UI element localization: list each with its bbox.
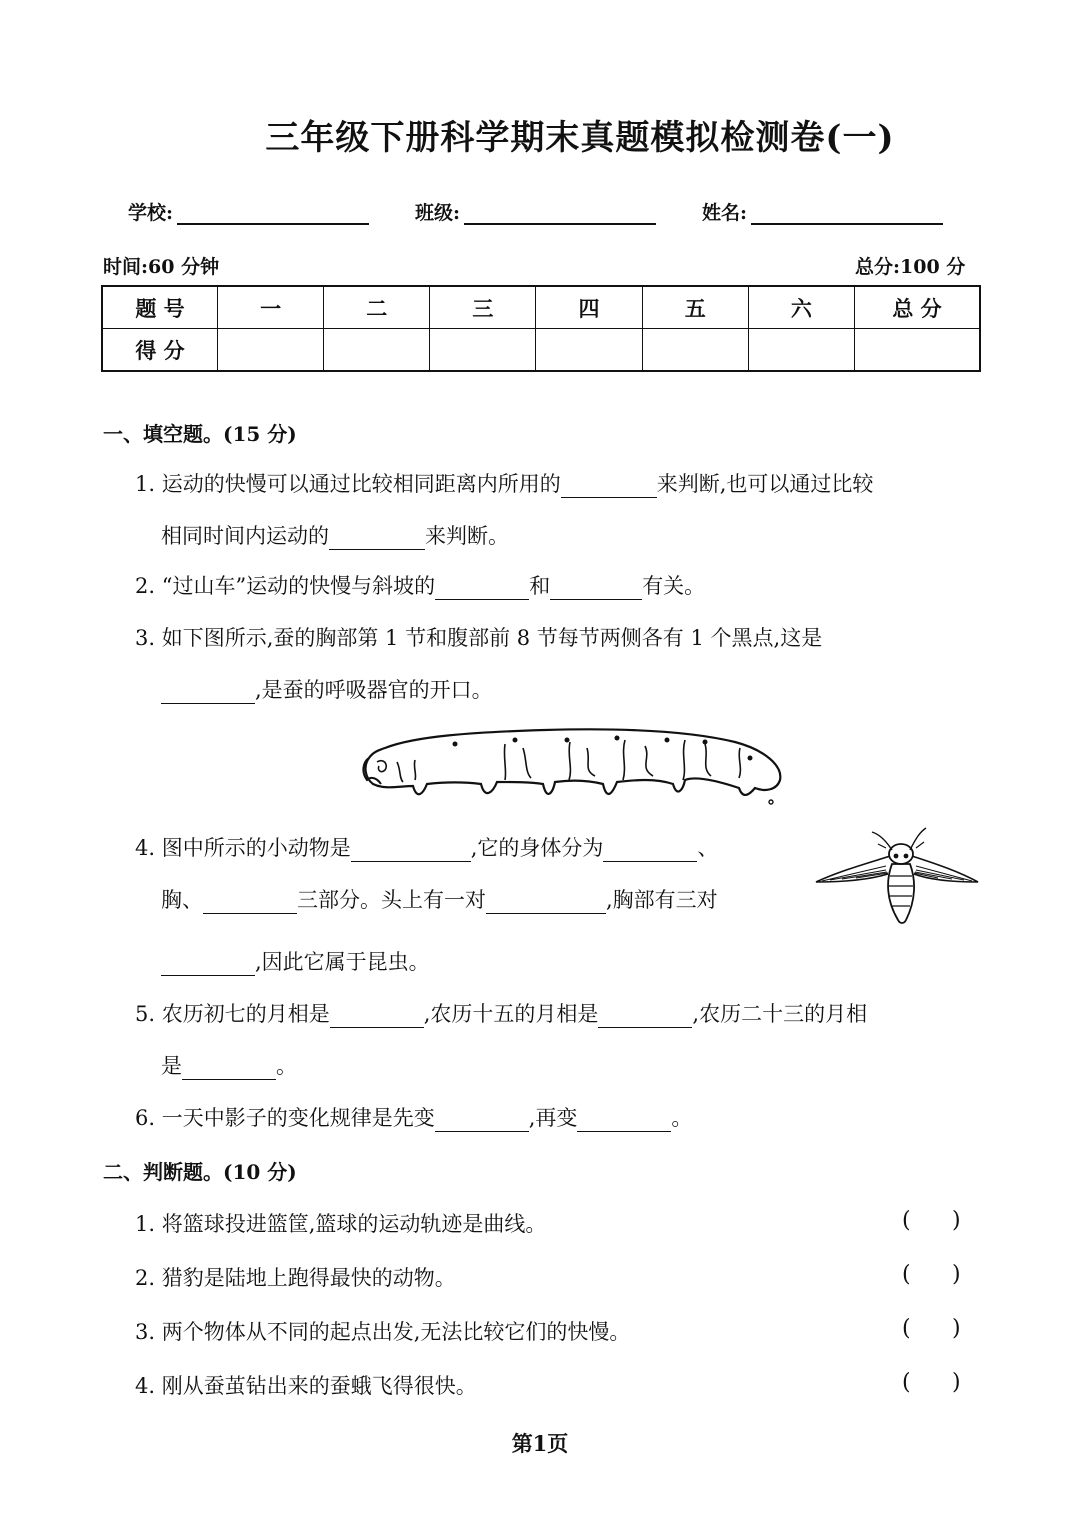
question-1-line2: [161, 520, 509, 550]
question-3-line1: 3. 如下图所示,蚕的胸部第 1 节和腹部前 8 节每节两侧各有 1 个黑点,这是: [135, 626, 823, 650]
header-cell: 五: [642, 286, 748, 329]
score-cell[interactable]: [536, 329, 642, 372]
school-blank[interactable]: [177, 203, 369, 225]
page-title: 三年级下册科学期末真题模拟检测卷(一): [265, 118, 895, 158]
q6-text: 6. 一天中影子的变化规律是先变: [135, 1106, 435, 1130]
answer-blank[interactable]: [435, 577, 529, 600]
q2-text: 和: [529, 574, 551, 598]
question-4-line1: [135, 832, 718, 862]
header-cell: 四: [536, 286, 642, 329]
header-cell: 二: [324, 286, 430, 329]
q4-text: 三部分。头上有一对: [297, 888, 486, 912]
header-cell: 一: [218, 286, 324, 329]
q4-text: 4. 图中所示的小动物是: [135, 836, 351, 860]
q4-text: 、: [697, 836, 719, 860]
answer-parens[interactable]: [902, 1262, 1002, 1287]
q5-text: 。: [276, 1054, 297, 1078]
judge-item: 4. 刚从蚕茧钻出来的蚕蛾飞得很快。: [135, 1374, 477, 1398]
answer-blank[interactable]: [486, 891, 606, 914]
page-number: 第1页: [511, 1431, 569, 1456]
header-cell: 总 分: [855, 286, 981, 329]
score-cell[interactable]: [430, 329, 536, 372]
answer-blank[interactable]: [330, 1005, 424, 1028]
q1-text: 1. 运动的快慢可以通过比较相同距离内所用的: [135, 472, 561, 496]
paren-right: ): [952, 1316, 961, 1341]
question-5-line1: [135, 998, 867, 1028]
judge-item: 2. 猎豹是陆地上跑得最快的动物。: [135, 1266, 456, 1290]
paren-left: (: [902, 1262, 911, 1287]
answer-blank[interactable]: [561, 475, 657, 498]
time-limit: 时间:60 分钟: [103, 256, 220, 278]
question-2: [135, 570, 705, 600]
answer-blank[interactable]: [182, 1057, 276, 1080]
answer-blank[interactable]: [603, 839, 697, 862]
q5-text: 是: [161, 1054, 182, 1078]
q5-text: ,农历二十三的月相: [692, 1002, 868, 1026]
q3-text: ,是蚕的呼吸器官的开口。: [255, 678, 493, 702]
answer-blank[interactable]: [161, 681, 255, 704]
score-cell[interactable]: [218, 329, 324, 372]
question-3-line2: [161, 674, 493, 704]
answer-blank[interactable]: [577, 1109, 671, 1132]
q6-text: ,再变: [528, 1106, 578, 1130]
question-5-line2: [161, 1050, 297, 1080]
question-4-line2: [161, 884, 718, 914]
q4-text: ,因此它属于昆虫。: [255, 950, 430, 974]
paren-right: ): [952, 1208, 961, 1233]
q2-text: 有关。: [642, 574, 706, 598]
header-cell: 六: [748, 286, 854, 329]
school-field[interactable]: [128, 198, 369, 225]
q4-text: 胸、: [161, 888, 203, 912]
section2-heading: 二、判断题。(10 分): [103, 1160, 297, 1184]
q4-text: ,它的身体分为: [470, 836, 604, 860]
answer-blank[interactable]: [329, 527, 425, 550]
class-blank[interactable]: [464, 203, 656, 225]
school-label: 学校:: [128, 202, 174, 224]
silkworm-illustration: [355, 718, 790, 810]
class-label: 班级:: [415, 202, 461, 224]
score-cell[interactable]: [324, 329, 430, 372]
q6-text: 。: [671, 1106, 693, 1130]
name-field[interactable]: [702, 198, 943, 225]
score-table: [101, 285, 981, 372]
question-6: [135, 1102, 692, 1132]
name-blank[interactable]: [751, 203, 943, 225]
score-table-header: [102, 286, 980, 329]
q5-text: ,农历十五的月相是: [423, 1002, 599, 1026]
total-score: 总分:100 分: [855, 256, 966, 278]
row-label: 得 分: [102, 329, 218, 372]
paren-right: ): [952, 1262, 961, 1287]
header-cell: 三: [430, 286, 536, 329]
name-label: 姓名:: [702, 202, 748, 224]
score-cell[interactable]: [642, 329, 748, 372]
answer-blank[interactable]: [435, 1109, 529, 1132]
header-cell: 题 号: [102, 286, 218, 329]
paren-left: (: [902, 1316, 911, 1341]
answer-blank[interactable]: [550, 577, 642, 600]
q1-text: 来判断。: [425, 524, 509, 548]
score-table-row: [102, 329, 980, 372]
q5-text: 5. 农历初七的月相是: [135, 1002, 330, 1026]
paren-right: ): [952, 1370, 961, 1395]
q2-text: 2. “过山车”运动的快慢与斜坡的: [135, 574, 436, 598]
answer-parens[interactable]: [902, 1370, 1002, 1395]
question-1-line1: [135, 468, 873, 498]
answer-blank[interactable]: [203, 891, 297, 914]
question-4-line3: [161, 946, 430, 976]
paren-left: (: [902, 1208, 911, 1233]
q1-text: 来判断,也可以通过比较: [656, 472, 874, 496]
answer-blank[interactable]: [351, 839, 471, 862]
answer-parens[interactable]: [902, 1208, 1002, 1233]
answer-parens[interactable]: [902, 1316, 1002, 1341]
score-cell[interactable]: [855, 329, 981, 372]
q1-text: 相同时间内运动的: [161, 524, 329, 548]
section1-heading: 一、填空题。(15 分): [103, 422, 297, 446]
q4-text: ,胸部有三对: [606, 888, 718, 912]
judge-item: 1. 将篮球投进篮筐,篮球的运动轨迹是曲线。: [135, 1212, 547, 1236]
answer-blank[interactable]: [161, 953, 255, 976]
answer-blank[interactable]: [598, 1005, 692, 1028]
score-cell[interactable]: [748, 329, 854, 372]
class-field[interactable]: [415, 198, 656, 225]
moth-illustration: [812, 826, 982, 928]
paren-left: (: [902, 1370, 911, 1395]
judge-item: 3. 两个物体从不同的起点出发,无法比较它们的快慢。: [135, 1320, 631, 1344]
